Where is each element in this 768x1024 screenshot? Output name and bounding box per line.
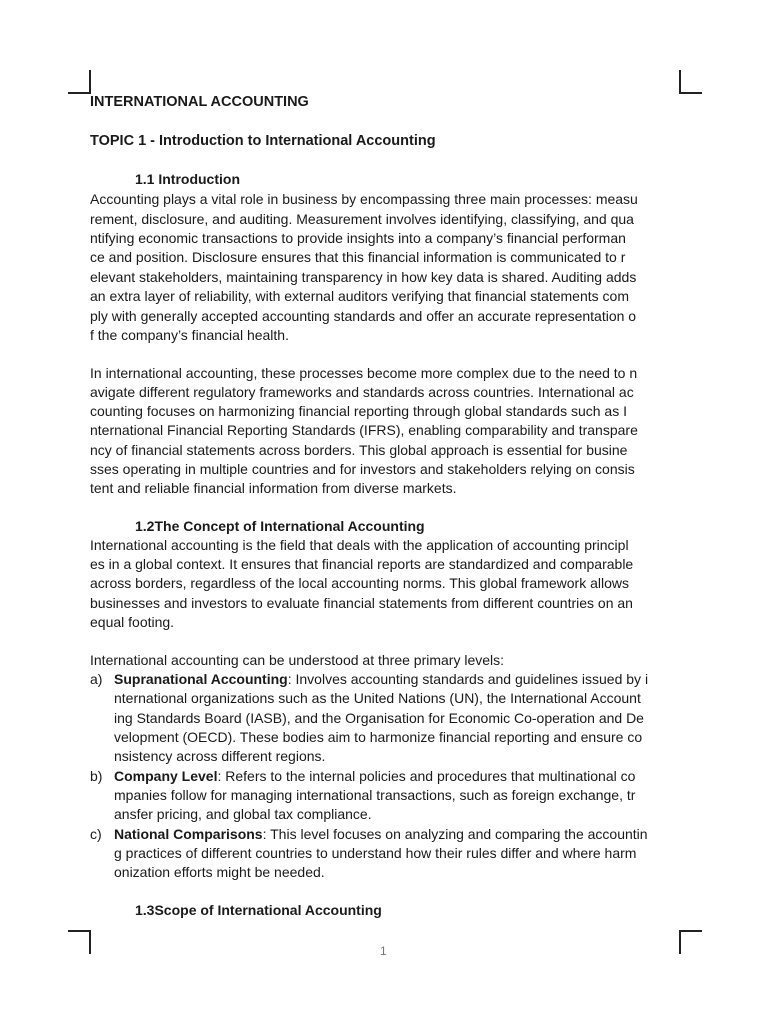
section-heading-1-2: 1.2The Concept of International Accounting	[135, 518, 425, 534]
paragraph-line: equal footing.	[90, 614, 175, 630]
paragraph-line: avigate different regulatory frameworks and standards across countries. International ac	[90, 384, 634, 400]
list-item	[114, 669, 648, 689]
paragraph-line: In international accounting, these processes become more complex due to the need to n	[90, 365, 638, 381]
list-item-term: Supranational Accounting	[114, 671, 288, 687]
list-item-text: : Involves accounting standards and guidelines issued by i	[287, 671, 649, 687]
crop-mark-bottom-left	[68, 930, 91, 954]
list-item-term: National Comparisons	[114, 826, 263, 842]
list-item-text: : This level focuses on analyzing and comparing the accountin	[262, 826, 648, 842]
topic-title: TOPIC 1 - Introduction to International Accounting	[90, 133, 436, 149]
page-number: 1	[380, 944, 387, 958]
list-item-line: velopment (OECD). These bodies aim to harmonize financial reporting and ensure co	[114, 729, 643, 745]
paragraph-line: sses operating in multiple countries and for investors and stakeholders relying on consis	[90, 461, 635, 477]
paragraph-line: rement, disclosure, and auditing. Measurement involves identifying, classifying, and qua	[90, 211, 634, 227]
list-item-text: : Refers to the internal policies and procedures that multinational co	[217, 768, 636, 784]
paragraph-line: tent and reliable financial information from diverse markets.	[90, 480, 457, 496]
section-heading-1-1: 1.1 Introduction	[135, 171, 240, 187]
crop-mark-top-left	[68, 70, 91, 94]
paragraph-line: es in a global context. It ensures that financial reports are standardized and comparable	[90, 556, 634, 572]
list-item-line: onization efforts might be needed.	[114, 864, 325, 880]
paragraph-line: International accounting is the field that deals with the application of accounting principl	[90, 537, 629, 553]
paragraph-line: nternational Financial Reporting Standards (IFRS), enabling comparability and transpare	[90, 422, 638, 438]
paragraph-line: ce and position. Disclosure ensures that this financial information is communicated to r	[90, 249, 626, 265]
paragraph-line: f the company’s financial health.	[90, 327, 289, 343]
paragraph-line: elevant stakeholders, maintaining transparency in how key data is shared. Auditing adds	[90, 269, 637, 285]
paragraph-line: an extra layer of reliability, with external auditors verifying that financial statements com	[90, 288, 629, 304]
crop-mark-bottom-right	[679, 930, 702, 954]
list-marker-c: c)	[90, 826, 102, 842]
levels-intro: International accounting can be understood at three primary levels:	[90, 652, 505, 668]
paragraph-line: ntifying economic transactions to provide insights into a company’s financial performan	[90, 230, 626, 246]
paragraph-line: counting focuses on harmonizing financial reporting through global standards such as I	[90, 403, 627, 419]
list-item-line: mpanies follow for managing international transactions, such as foreign exchange, tr	[114, 787, 636, 803]
paragraph-line: Accounting plays a vital role in business by encompassing three main processes: measu	[90, 191, 638, 207]
paragraph-line: ncy of financial statements across borders. This global approach is essential for busine	[90, 442, 628, 458]
list-item-line: nternational organizations such as the United Nations (UN), the International Account	[114, 690, 641, 706]
list-item-term: Company Level	[114, 768, 218, 784]
section-heading-1-3: 1.3Scope of International Accounting	[135, 902, 382, 918]
paragraph-line: ply with generally accepted accounting standards and offer an accurate representation o	[90, 308, 637, 324]
list-marker-b: b)	[90, 768, 103, 784]
list-item-line: nsistency across different regions.	[114, 748, 326, 764]
list-item-line: ansfer pricing, and global tax compliance.	[114, 806, 372, 822]
list-marker-a: a)	[90, 671, 103, 687]
list-item	[114, 824, 648, 844]
paragraph-line: businesses and investors to evaluate financial statements from different countries on an	[90, 595, 633, 611]
list-item-line: ing Standards Board (IASB), and the Organisation for Economic Co-operation and De	[114, 710, 644, 726]
crop-mark-top-right	[679, 70, 702, 94]
paragraph-line: across borders, regardless of the local accounting norms. This global framework allows	[90, 575, 629, 591]
list-item	[114, 766, 635, 786]
document-title: INTERNATIONAL ACCOUNTING	[90, 94, 309, 110]
list-item-line: g practices of different countries to understand how their rules differ and where harm	[114, 845, 637, 861]
